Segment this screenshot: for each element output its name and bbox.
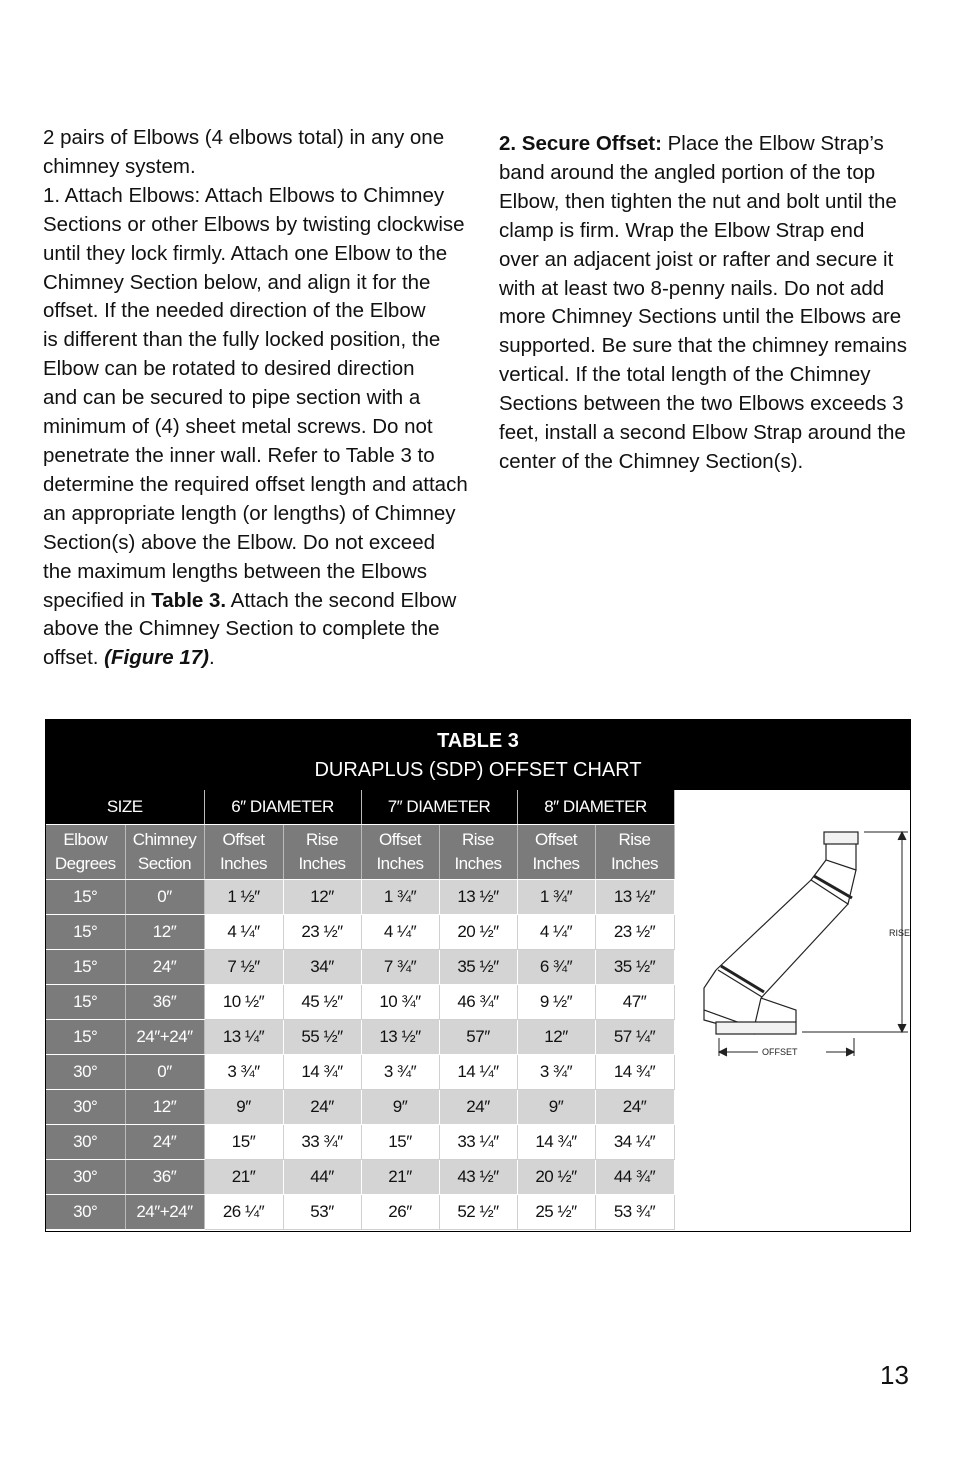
rise-cell: 14 ¾″ [283, 1055, 361, 1090]
offset-cell: 3 ¾″ [204, 1055, 283, 1090]
offset-label: OFFSET [762, 1047, 798, 1057]
offset-cell: 9 ½″ [517, 985, 595, 1020]
text-line: 1. Attach Elbows: Attach Elbows to Chimney [43, 183, 445, 207]
elbow-degrees-cell: 15° [46, 880, 125, 915]
elbow-degrees-cell: 30° [46, 1090, 125, 1125]
offset-cell: 26 ¼″ [204, 1195, 283, 1230]
text-line: Sections or other Elbows by twisting clockwise [43, 212, 465, 236]
table-row [46, 1160, 674, 1195]
chimney-section-cell: 24″ [125, 1125, 204, 1160]
rise-cell: 20 ½″ [439, 915, 517, 950]
text-line: above the Chimney Section to complete the [43, 617, 440, 641]
text-line: with at least two 8-penny nails. Do not add [499, 276, 885, 300]
rise-cell: 35 ½″ [595, 950, 674, 985]
table-title: TABLE 3 [437, 730, 519, 752]
chimney-section-cell: 36″ [125, 985, 204, 1020]
rise-cell: 57 ¼″ [595, 1020, 674, 1055]
text-fragment: Attach the second Elbow [226, 588, 457, 612]
elbow-degrees-cell: 15° [46, 1020, 125, 1055]
offset-cell: 14 ¾″ [517, 1125, 595, 1160]
section-heading: 2. Secure Offset: [499, 132, 662, 155]
rise-cell: 53″ [283, 1195, 361, 1230]
sub-header-line: Chimney [132, 830, 197, 849]
table-title-bar [46, 720, 910, 790]
text-line: the maximum lengths between the Elbows [43, 559, 428, 583]
group-header-cell: 8″ DIAMETER [517, 790, 674, 825]
chimney-section-cell: 36″ [125, 1160, 204, 1195]
text-line: determine the required offset length and attach [43, 472, 468, 496]
sub-header-line: Inches [219, 854, 268, 873]
offset-cell: 10 ½″ [204, 985, 283, 1020]
rise-cell: 53 ¾″ [595, 1195, 674, 1230]
text-line: an appropriate length (or lengths) of Chimney [43, 501, 456, 525]
text-line [43, 587, 473, 616]
rise-cell: 43 ½″ [439, 1160, 517, 1195]
sub-header-cell [283, 825, 361, 880]
sub-header-cell [361, 825, 439, 880]
text-line: Elbow can be rotated to desired direction [43, 357, 415, 381]
offset-cell: 3 ¾″ [517, 1055, 595, 1090]
rise-cell: 34 ¼″ [595, 1125, 674, 1160]
table-row [46, 1195, 674, 1230]
sub-header-line: Offset [378, 830, 422, 849]
table-row [46, 915, 674, 950]
text-line: vertical. If the total length of the Chimney [499, 363, 871, 387]
rise-cell: 46 ¾″ [439, 985, 517, 1020]
table-row [46, 880, 674, 915]
rise-cell: 45 ½″ [283, 985, 361, 1020]
chimney-section-cell: 24″+24″ [125, 1195, 204, 1230]
offset-cell: 9″ [204, 1090, 283, 1125]
offset-cell: 1 ½″ [204, 880, 283, 915]
offset-cell: 6 ¾″ [517, 950, 595, 985]
rise-cell: 33 ¾″ [283, 1125, 361, 1160]
sub-header-line: Inches [454, 854, 502, 873]
rise-cell: 47″ [595, 985, 674, 1020]
offset-cell: 9″ [361, 1090, 439, 1125]
text-line: minimum of (4) sheet metal screws. Do not [43, 415, 433, 439]
sub-header-line: Elbow [63, 830, 108, 849]
sub-header-line: Rise [618, 830, 651, 849]
offset-cell: 13 ½″ [361, 1020, 439, 1055]
table-row [46, 1125, 674, 1160]
rise-cell: 24″ [595, 1090, 674, 1125]
sub-header-line: Inches [610, 854, 659, 873]
offset-cell: 15″ [204, 1125, 283, 1160]
offset-cell: 4 ¼″ [361, 915, 439, 950]
text-line: is different than the fully locked position, the [43, 328, 441, 352]
rise-cell: 23 ½″ [595, 915, 674, 950]
rise-cell: 52 ½″ [439, 1195, 517, 1230]
rise-cell: 13 ½″ [595, 880, 674, 915]
sub-header-cell [46, 825, 125, 880]
chimney-section-cell: 0″ [125, 1055, 204, 1090]
page-number: 13 [880, 1360, 909, 1390]
rise-cell: 44 ¾″ [595, 1160, 674, 1195]
text-fragment: specified in [43, 588, 152, 612]
text-line [499, 130, 919, 159]
rise-cell: 35 ½″ [439, 950, 517, 985]
offset-cell: 3 ¾″ [361, 1055, 439, 1090]
rise-cell: 13 ½″ [439, 880, 517, 915]
offset-cell: 21″ [361, 1160, 439, 1195]
chimney-section-cell: 12″ [125, 915, 204, 950]
sub-header-line: Degrees [54, 854, 116, 873]
text-line: over an adjacent joist or rafter and secure it [499, 247, 894, 271]
rise-cell: 44″ [283, 1160, 361, 1195]
sub-header-cell [439, 825, 517, 880]
elbow-degrees-cell: 30° [46, 1160, 125, 1195]
table-subtitle: DURAPLUS (SDP) OFFSET CHART [314, 759, 642, 781]
text-line: 2 pairs of Elbows (4 elbows total) in any one [43, 126, 445, 149]
text-line: Elbow, then tighten the nut and bolt until the [499, 189, 897, 213]
elbow-degrees-cell: 30° [46, 1125, 125, 1160]
rise-cell: 23 ½″ [283, 915, 361, 950]
table-reference: Table 3. [151, 588, 227, 612]
text-fragment: . [208, 646, 215, 670]
group-header-cell: SIZE [46, 790, 204, 825]
rise-cell: 14 ¾″ [595, 1055, 674, 1090]
sub-header-line: Inches [376, 854, 424, 873]
table-group-header-row [46, 790, 674, 825]
rise-cell: 24″ [439, 1090, 517, 1125]
chimney-section-cell: 24″ [125, 950, 204, 985]
figure-reference: (Figure 17) [104, 646, 209, 670]
text-line: and can be secured to pipe section with a [43, 386, 421, 410]
offset-chart-grid [46, 790, 675, 1230]
rise-cell: 34″ [283, 950, 361, 985]
text-line [43, 644, 473, 673]
table-row [46, 1090, 674, 1125]
rise-cell: 14 ¼″ [439, 1055, 517, 1090]
rise-cell: 57″ [439, 1020, 517, 1055]
rise-cell: 24″ [283, 1090, 361, 1125]
table-row [46, 1020, 674, 1055]
chimney-section-cell: 24″+24″ [125, 1020, 204, 1055]
rise-cell: 33 ¼″ [439, 1125, 517, 1160]
offset-cell: 4 ¼″ [204, 915, 283, 950]
offset-cell: 13 ¼″ [204, 1020, 283, 1055]
group-header-cell: 7″ DIAMETER [361, 790, 517, 825]
offset-cell: 9″ [517, 1090, 595, 1125]
offset-cell: 12″ [517, 1020, 595, 1055]
sub-header-cell [204, 825, 283, 880]
text-line: Section(s) above the Elbow. Do not exceed [43, 530, 436, 554]
chimney-section-cell: 12″ [125, 1090, 204, 1125]
elbow-degrees-cell: 30° [46, 1055, 125, 1090]
sub-header-line: Rise [305, 830, 338, 849]
text-line: Chimney Section below, and align it for the [43, 270, 431, 294]
sub-header-cell [517, 825, 595, 880]
text-line: feet, install a second Elbow Strap around the [499, 421, 906, 445]
text-line: Sections between the two Elbows exceeds 3 [499, 392, 904, 416]
sub-header-cell [595, 825, 674, 880]
table-row [46, 1055, 674, 1090]
text-line: clamp is firm. Wrap the Elbow Strap end [499, 218, 865, 242]
text-line: offset. If the needed direction of the Elbow [43, 299, 426, 323]
elbow-degrees-cell: 30° [46, 1195, 125, 1230]
offset-cell: 4 ¼″ [517, 915, 595, 950]
offset-chart-table [45, 719, 911, 1232]
chimney-section-cell: 0″ [125, 880, 204, 915]
table-row [46, 985, 674, 1020]
offset-diagram [676, 820, 912, 1070]
sub-header-line: Offset [534, 830, 578, 849]
offset-cell: 7 ½″ [204, 950, 283, 985]
rise-cell: 55 ½″ [283, 1020, 361, 1055]
offset-cell: 7 ¾″ [361, 950, 439, 985]
text-line: center of the Chimney Section(s). [499, 449, 804, 473]
elbow-degrees-cell: 15° [46, 985, 125, 1020]
sub-header-line: Rise [461, 830, 494, 849]
text-fragment: offset. [43, 646, 105, 670]
elbow-degrees-cell: 15° [46, 915, 125, 950]
offset-cell: 25 ½″ [517, 1195, 595, 1230]
rise-cell: 12″ [283, 880, 361, 915]
offset-cell: 1 ¾″ [361, 880, 439, 915]
sub-header-line: Offset [222, 830, 265, 849]
sub-header-cell [125, 825, 204, 880]
sub-header-line: Inches [532, 854, 580, 873]
offset-cell: 10 ¾″ [361, 985, 439, 1020]
text-line: band around the angled portion of the top [499, 160, 876, 184]
right-column-text [499, 130, 919, 477]
left-column-text [43, 124, 473, 673]
sub-header-line: Inches [298, 854, 346, 873]
sub-header-line: Section [137, 854, 192, 873]
text-line: until they lock firmly. Attach one Elbow to the [43, 241, 448, 265]
offset-cell: 26″ [361, 1195, 439, 1230]
table-sub-header-row [46, 825, 674, 880]
text-line: more Chimney Sections until the Elbows are [499, 305, 902, 329]
rise-label: RISE [889, 928, 911, 938]
text-line: penetrate the inner wall. Refer to Table 3 to [43, 443, 435, 467]
text-fragment: Place the Elbow Strap’s [661, 132, 884, 155]
offset-cell: 21″ [204, 1160, 283, 1195]
offset-cell: 20 ½″ [517, 1160, 595, 1195]
elbow-degrees-cell: 15° [46, 950, 125, 985]
offset-cell: 1 ¾″ [517, 880, 595, 915]
group-header-cell: 6″ DIAMETER [204, 790, 361, 825]
text-line: supported. Be sure that the chimney remains [499, 334, 907, 358]
text-line: chimney system. [43, 154, 196, 178]
table-row [46, 950, 674, 985]
offset-cell: 15″ [361, 1125, 439, 1160]
